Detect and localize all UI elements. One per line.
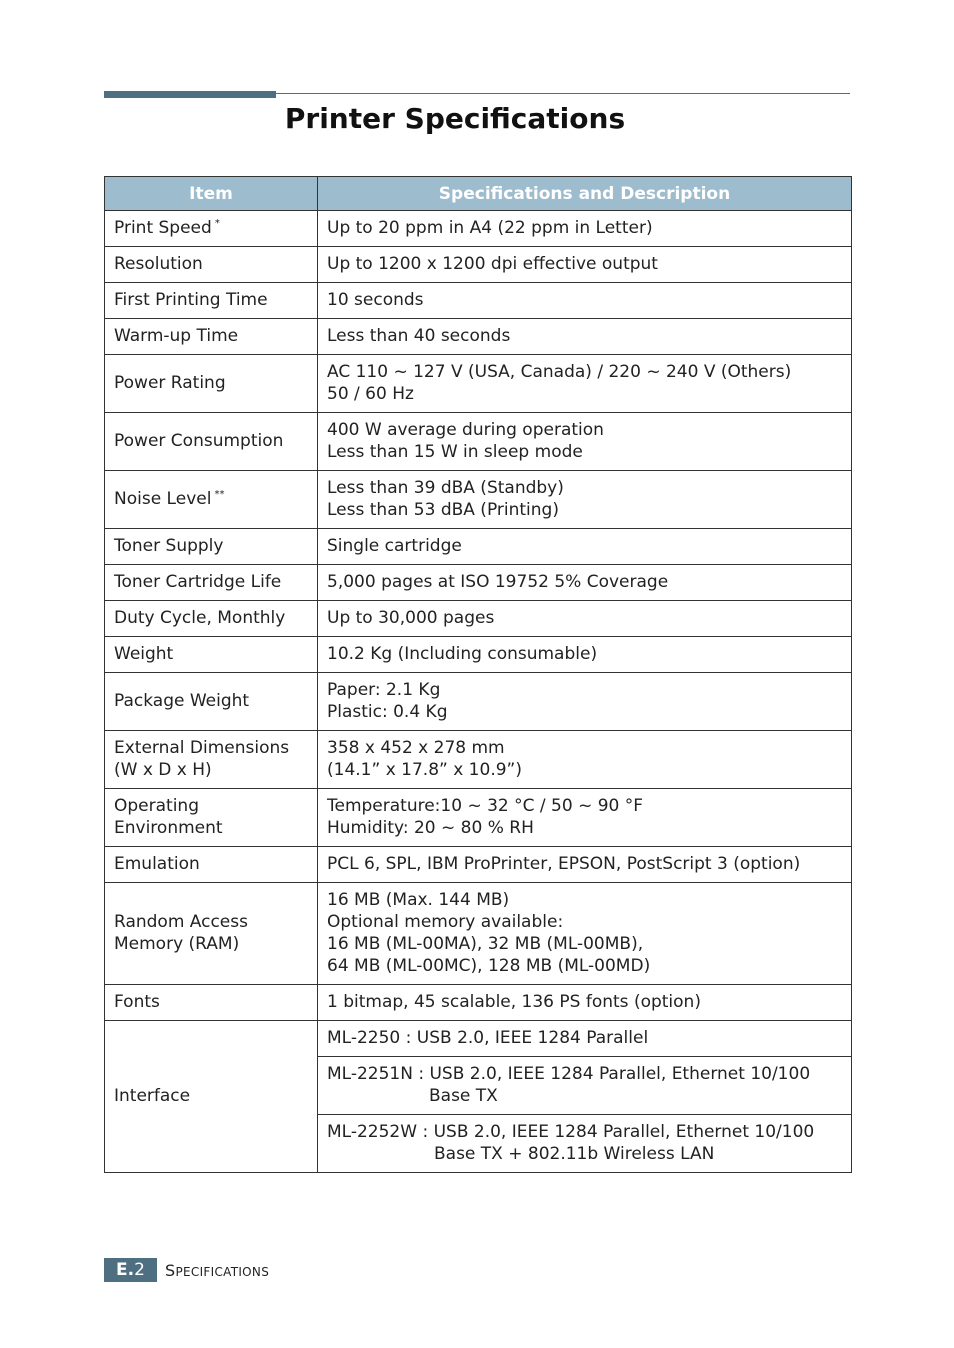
spec-description-line: Up to 30,000 pages: [327, 608, 495, 628]
footer-section-rest: PECIFICATIONS: [175, 1265, 270, 1279]
spec-description-line: 50 / 60 Hz: [327, 384, 414, 404]
table-row: [105, 355, 852, 413]
spec-item-label: (W x D x H): [114, 760, 212, 780]
spec-item-cell: [105, 789, 318, 847]
spec-item-label: Toner Cartridge Life: [114, 572, 282, 592]
spec-description-line: 358 x 452 x 278 mm: [327, 738, 505, 758]
footer-section-initial: S: [165, 1261, 176, 1280]
spec-description-cell: [318, 601, 852, 637]
table-row: [105, 247, 852, 283]
table-row: [105, 471, 852, 529]
spec-item-cell: [105, 529, 318, 565]
spec-description-cell: [318, 247, 852, 283]
spec-description-cell: [318, 283, 852, 319]
spec-description-cell: [318, 319, 852, 355]
spec-item-cell: [105, 673, 318, 731]
footer-section-label: [165, 1261, 269, 1280]
table-row: [105, 413, 852, 471]
spec-item-label: Package Weight: [114, 691, 250, 711]
spec-description-line: Up to 1200 x 1200 dpi effective output: [327, 254, 658, 274]
header-rule-accent: [104, 91, 276, 98]
spec-item-cell: [105, 247, 318, 283]
table-row: [105, 883, 852, 985]
spec-description-cell: [318, 883, 852, 985]
table-row: [105, 529, 852, 565]
page-title: Printer Specifications: [284, 102, 626, 135]
spec-description-line: Less than 40 seconds: [327, 326, 511, 346]
spec-item-label: Noise Level: [114, 489, 212, 509]
page-section-prefix: E.: [116, 1260, 135, 1280]
spec-description-cell: [318, 211, 852, 247]
interface-model-line: ML-2250 : USB 2.0, IEEE 1284 Parallel: [327, 1028, 649, 1048]
spec-item-label: Power Rating: [114, 373, 226, 393]
spec-description-cell: [318, 413, 852, 471]
spec-item-label: Emulation: [114, 854, 200, 874]
interface-description-cell: [318, 1115, 852, 1173]
spec-item-label: Fonts: [114, 992, 160, 1012]
spec-description-cell: [318, 985, 852, 1021]
interface-description-cell: [318, 1057, 852, 1115]
spec-description-line: 400 W average during operation: [327, 420, 604, 440]
spec-description-line: 64 MB (ML-00MC), 128 MB (ML-00MD): [327, 956, 651, 976]
interface-continuation-line: Base TX + 802.11b Wireless LAN: [434, 1144, 715, 1164]
table-row: [105, 847, 852, 883]
spec-item-cell: [105, 211, 318, 247]
spec-description-line: (14.1” x 17.8” x 10.9”): [327, 760, 522, 780]
table-row: [105, 319, 852, 355]
spec-item-label: Operating Environment: [114, 796, 223, 838]
spec-description-line: 10.2 Kg (Including consumable): [327, 644, 598, 664]
spec-description-cell: [318, 847, 852, 883]
spec-item-cell: [105, 471, 318, 529]
spec-description-line: Less than 15 W in sleep mode: [327, 442, 583, 462]
spec-description-line: Single cartridge: [327, 536, 462, 556]
spec-description-line: 1 bitmap, 45 scalable, 136 PS fonts (option): [327, 992, 701, 1012]
interface-continuation-line: Base TX: [429, 1086, 498, 1106]
spec-description-line: 16 MB (Max. 144 MB): [327, 890, 510, 910]
spec-description-line: Less than 39 dBA (Standby): [327, 478, 564, 498]
spec-description-line: Humidity: 20 ~ 80 % RH: [327, 818, 534, 838]
spec-description-cell: [318, 731, 852, 789]
spec-item-label: Print Speed: [114, 218, 212, 238]
table-row: [105, 985, 852, 1021]
footnote-marker: *: [214, 218, 220, 229]
interface-model-line: ML-2251N : USB 2.0, IEEE 1284 Parallel, Ethernet 10/100: [327, 1064, 811, 1084]
specifications-table: [104, 176, 852, 1173]
spec-item-cell: [105, 1021, 318, 1173]
spec-description-line: 5,000 pages at ISO 19752 5% Coverage: [327, 572, 669, 592]
table-header-row: [105, 177, 852, 211]
spec-description-line: 16 MB (ML-00MA), 32 MB (ML-00MB),: [327, 934, 644, 954]
spec-item-cell: [105, 601, 318, 637]
spec-item-cell: [105, 985, 318, 1021]
footnote-marker: **: [214, 489, 225, 500]
table-row: [105, 283, 852, 319]
spec-item-cell: [105, 883, 318, 985]
column-header-item: Item: [105, 177, 318, 211]
spec-description-line: Paper: 2.1 Kg: [327, 680, 441, 700]
spec-description-cell: [318, 355, 852, 413]
interface-model-line: ML-2252W : USB 2.0, IEEE 1284 Parallel, Ethernet 10/100: [327, 1122, 815, 1142]
spec-description-line: Less than 53 dBA (Printing): [327, 500, 559, 520]
spec-item-cell: [105, 319, 318, 355]
spec-item-cell: [105, 731, 318, 789]
spec-item-label: Weight: [114, 644, 174, 664]
spec-description-cell: [318, 637, 852, 673]
spec-item-label: Toner Supply: [114, 536, 224, 556]
spec-item-cell: [105, 847, 318, 883]
spec-item-label: Resolution: [114, 254, 203, 274]
spec-description-line: Plastic: 0.4 Kg: [327, 702, 448, 722]
spec-item-cell: [105, 355, 318, 413]
interface-description-cell: [318, 1021, 852, 1057]
table-row: [105, 789, 852, 847]
spec-item-label: Random Access: [114, 912, 248, 932]
spec-item-label: External Dimensions: [114, 738, 290, 758]
page-number-badge: [104, 1258, 157, 1282]
table-row: [105, 731, 852, 789]
spec-item-label: First Printing Time: [114, 290, 268, 310]
spec-item-label: Power Consumption: [114, 431, 284, 451]
table-body: [105, 211, 852, 1173]
spec-item-cell: [105, 413, 318, 471]
spec-description-cell: [318, 789, 852, 847]
spec-description-line: AC 110 ~ 127 V (USA, Canada) / 220 ~ 240 V (Others): [327, 362, 792, 382]
table-row: [105, 1021, 852, 1057]
spec-description-cell: [318, 673, 852, 731]
spec-item-cell: [105, 283, 318, 319]
table-row: [105, 637, 852, 673]
spec-item-cell: [105, 565, 318, 601]
spec-item-label: Duty Cycle, Monthly: [114, 608, 286, 628]
page-number: 2: [134, 1260, 145, 1280]
spec-description-line: Temperature:10 ~ 32 °C / 50 ~ 90 °F: [327, 796, 644, 816]
column-header-description: Specifications and Description: [318, 177, 852, 211]
spec-description-cell: [318, 471, 852, 529]
table-row: [105, 673, 852, 731]
spec-description-line: PCL 6, SPL, IBM ProPrinter, EPSON, PostScript 3 (option): [327, 854, 801, 874]
spec-description-line: Optional memory available:: [327, 912, 564, 932]
spec-item-label: Warm-up Time: [114, 326, 239, 346]
spec-description-line: 10 seconds: [327, 290, 424, 310]
table-row: [105, 601, 852, 637]
table-row: [105, 565, 852, 601]
spec-description-line: Up to 20 ppm in A4 (22 ppm in Letter): [327, 218, 653, 238]
table-row: [105, 211, 852, 247]
spec-item-cell: [105, 637, 318, 673]
spec-description-cell: [318, 529, 852, 565]
spec-item-label: Interface: [114, 1086, 191, 1106]
spec-description-cell: [318, 565, 852, 601]
spec-item-label: Memory (RAM): [114, 934, 240, 954]
